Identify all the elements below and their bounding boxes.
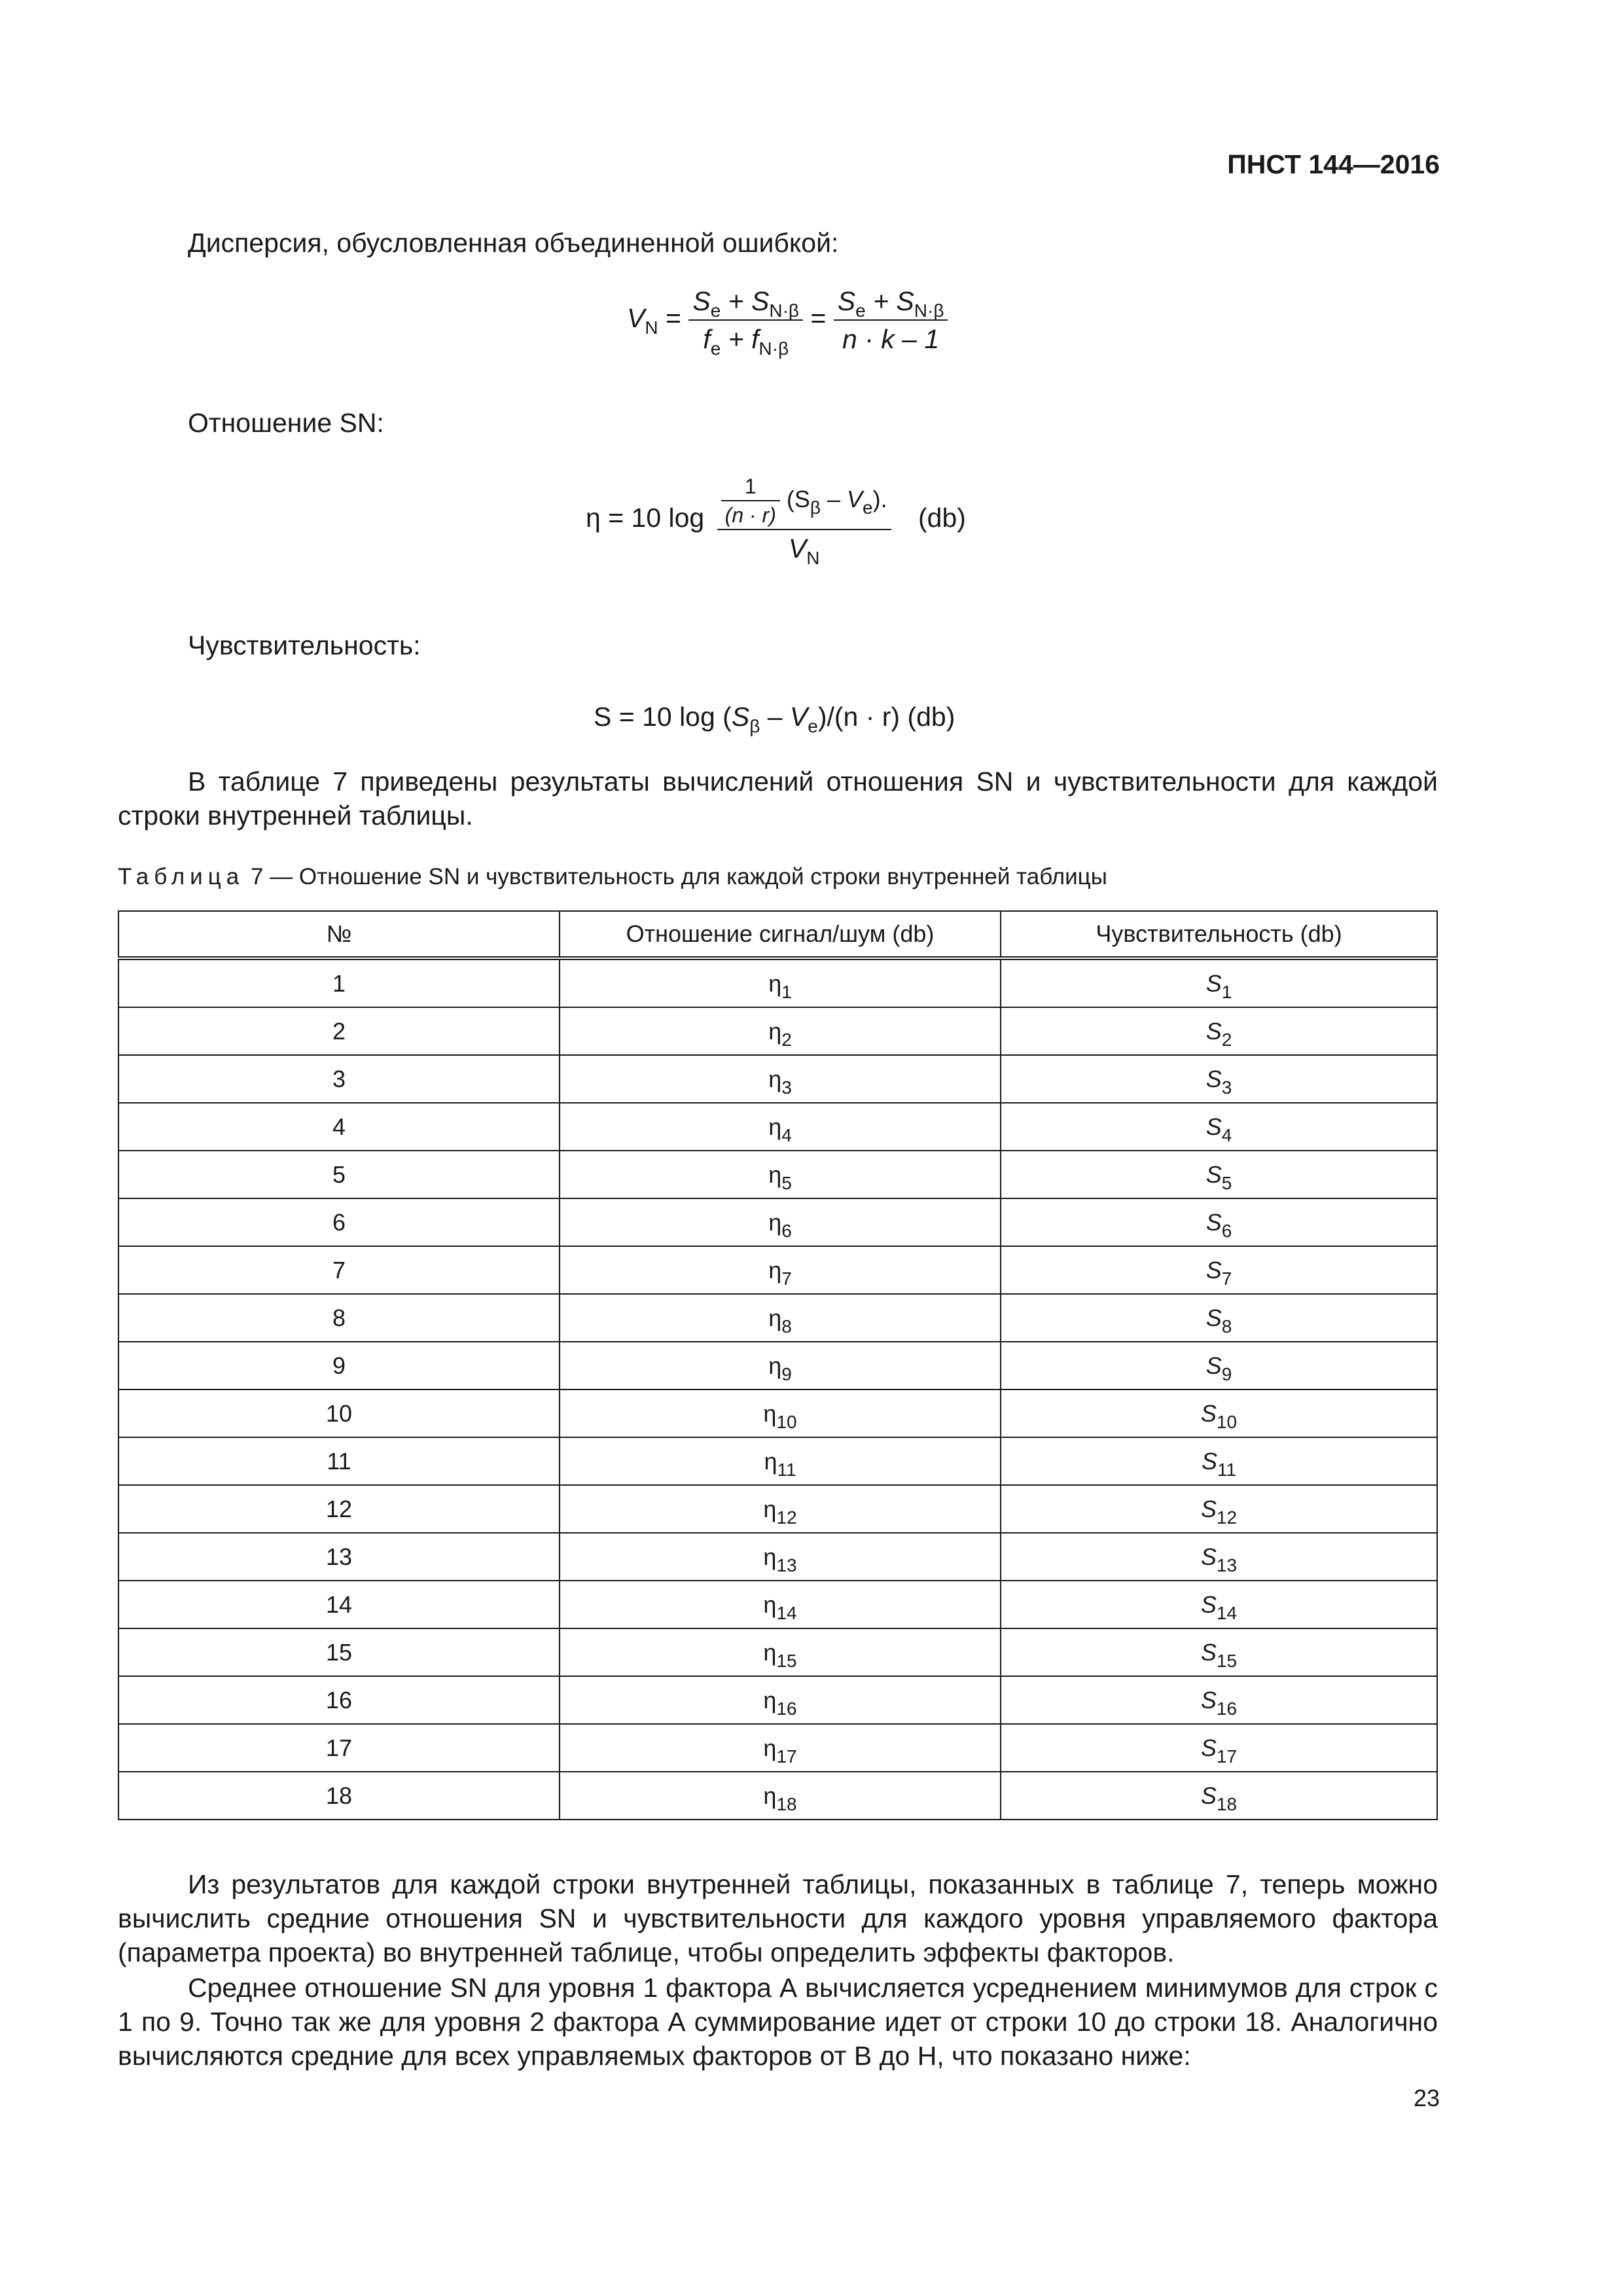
- row-number: 10: [118, 1390, 560, 1437]
- row-number: 1: [118, 958, 560, 1007]
- row-number: 11: [118, 1437, 560, 1485]
- sn-ratio-cell: $\eta_7$: [560, 1246, 1001, 1294]
- table-row: [118, 1007, 1437, 1055]
- sn-ratio-cell: $\eta_9$: [560, 1342, 1001, 1390]
- row-number: 4: [118, 1103, 560, 1151]
- sn-ratio-cell: $\eta_5$: [560, 1151, 1001, 1198]
- sensitivity-cell: $S_8$: [1001, 1294, 1437, 1342]
- sensitivity-cell: $S_{12}$: [1001, 1485, 1437, 1533]
- table-row: [118, 1628, 1437, 1676]
- sensitivity-cell: $S_1$: [1001, 958, 1437, 1007]
- table-row: [118, 1676, 1437, 1724]
- results-table: [118, 910, 1438, 1820]
- row-number: 8: [118, 1294, 560, 1342]
- table-header-number: №: [118, 911, 560, 958]
- table-row: [118, 1437, 1437, 1485]
- table-row: [118, 1055, 1437, 1103]
- sensitivity-cell: $S_{16}$: [1001, 1676, 1437, 1724]
- sensitivity-cell: $S_{15}$: [1001, 1628, 1437, 1676]
- table-row: [118, 1581, 1437, 1628]
- table-row: [118, 1724, 1437, 1772]
- sn-ratio-cell: $\eta_{13}$: [560, 1533, 1001, 1581]
- formula-sensitivity: S = 10 $\log (S_\beta - V_e)/(n \cdot r)$ (db): [594, 702, 955, 736]
- table-header-sn-ratio: Отношение сигнал/шум (db): [560, 911, 1001, 958]
- row-number: 13: [118, 1533, 560, 1581]
- row-number: 14: [118, 1581, 560, 1628]
- table-row: [118, 1103, 1437, 1151]
- table-row: [118, 1198, 1437, 1246]
- sn-ratio-cell: $\eta_{11}$: [560, 1437, 1001, 1485]
- row-number: 2: [118, 1007, 560, 1055]
- sn-ratio-cell: $\eta_{12}$: [560, 1485, 1001, 1533]
- paragraph-factor-effects: Из результатов для каждой строки внутренней таблицы, показанных в таблице 7, теперь можно вычислить средние отношения SN и чувствительности для каждого уровня управляемого фактора (параметра проекта) во внутренней таблице, чтобы определить эффекты факторов.: [118, 1869, 1438, 1967]
- row-number: 16: [118, 1676, 560, 1724]
- dispersion-label: Дисперсия, обусловленная объединенной ошибкой:: [188, 228, 839, 258]
- row-number: 9: [118, 1342, 560, 1390]
- table-row: [118, 1390, 1437, 1437]
- row-number: 12: [118, 1485, 560, 1533]
- table-row: [118, 1533, 1437, 1581]
- formula-eta: η = 10 log $\frac{1}{(n \cdot r)}$ $(S_\beta - V_e)$. $V_N$ (db): [586, 473, 966, 567]
- sensitivity-label: Чувствительность:: [188, 630, 421, 660]
- page-number: 23: [1413, 2085, 1440, 2111]
- table-row: [118, 1246, 1437, 1294]
- row-number: 6: [118, 1198, 560, 1246]
- sensitivity-cell: $S_{11}$: [1001, 1437, 1437, 1485]
- sn-label: Отношение SN:: [188, 408, 384, 438]
- row-number: 18: [118, 1772, 560, 1820]
- row-number: 17: [118, 1724, 560, 1772]
- row-number: 5: [118, 1151, 560, 1198]
- sensitivity-cell: $S_{10}$: [1001, 1390, 1437, 1437]
- sensitivity-cell: $S_5$: [1001, 1151, 1437, 1198]
- table-caption: Таблица 7 — Отношение SN и чувствительность для каждой строки внутренней таблицы: [118, 864, 1107, 889]
- sn-ratio-cell: $\eta_{14}$: [560, 1581, 1001, 1628]
- sensitivity-cell: $S_{18}$: [1001, 1772, 1437, 1820]
- sn-ratio-cell: $\eta_1$: [560, 958, 1001, 1007]
- document-code: ПНСТ 144—2016: [1227, 149, 1440, 179]
- sn-ratio-cell: $\eta_6$: [560, 1198, 1001, 1246]
- table-row: [118, 1151, 1437, 1198]
- table-row: [118, 1485, 1437, 1533]
- sn-ratio-cell: $\eta_{16}$: [560, 1676, 1001, 1724]
- sensitivity-cell: $S_3$: [1001, 1055, 1437, 1103]
- sensitivity-cell: $S_2$: [1001, 1007, 1437, 1055]
- table-row: [118, 1342, 1437, 1390]
- formula-vn: $V_N$ = $\frac{S_e + S_{N\cdot\beta}}{f_e + f_{N\cdot\beta}}$ = $\frac{S_e + S_{N\cdot\beta}}{n \cdot k - 1}$: [627, 283, 948, 357]
- sn-ratio-cell: $\eta_2$: [560, 1007, 1001, 1055]
- sn-ratio-cell: $\eta_8$: [560, 1294, 1001, 1342]
- sn-ratio-cell: $\eta_4$: [560, 1103, 1001, 1151]
- sensitivity-cell: $S_6$: [1001, 1198, 1437, 1246]
- sensitivity-cell: $S_4$: [1001, 1103, 1437, 1151]
- sensitivity-cell: $S_{14}$: [1001, 1581, 1437, 1628]
- paragraph-table-intro: В таблице 7 приведены результаты вычислений отношения SN и чувствительности для каждой строки внутренней таблицы.: [118, 766, 1438, 831]
- paragraph-average-sn: Среднее отношение SN для уровня 1 фактора А вычисляется усреднением минимумов для строк с 1 по 9. Точно так же для уровня 2 фактора А суммирование идет от строки 10 до строки 18. Аналогично вычисляются средние для всех управляемых факторов от В до Н, что показано ниже:: [118, 1973, 1438, 2071]
- row-number: 3: [118, 1055, 560, 1103]
- sn-ratio-cell: $\eta_{18}$: [560, 1772, 1001, 1820]
- row-number: 7: [118, 1246, 560, 1294]
- row-number: 15: [118, 1628, 560, 1676]
- table-header-sensitivity: Чувствительность (db): [1001, 911, 1437, 958]
- table-row: [118, 1772, 1437, 1820]
- sn-ratio-cell: $\eta_3$: [560, 1055, 1001, 1103]
- sensitivity-cell: $S_{17}$: [1001, 1724, 1437, 1772]
- sensitivity-cell: $S_7$: [1001, 1246, 1437, 1294]
- sn-ratio-cell: $\eta_{17}$: [560, 1724, 1001, 1772]
- sensitivity-cell: $S_{13}$: [1001, 1533, 1437, 1581]
- table-row: [118, 958, 1437, 1007]
- table-row: [118, 1294, 1437, 1342]
- sn-ratio-cell: $\eta_{15}$: [560, 1628, 1001, 1676]
- sensitivity-cell: $S_9$: [1001, 1342, 1437, 1390]
- sn-ratio-cell: $\eta_{10}$: [560, 1390, 1001, 1437]
